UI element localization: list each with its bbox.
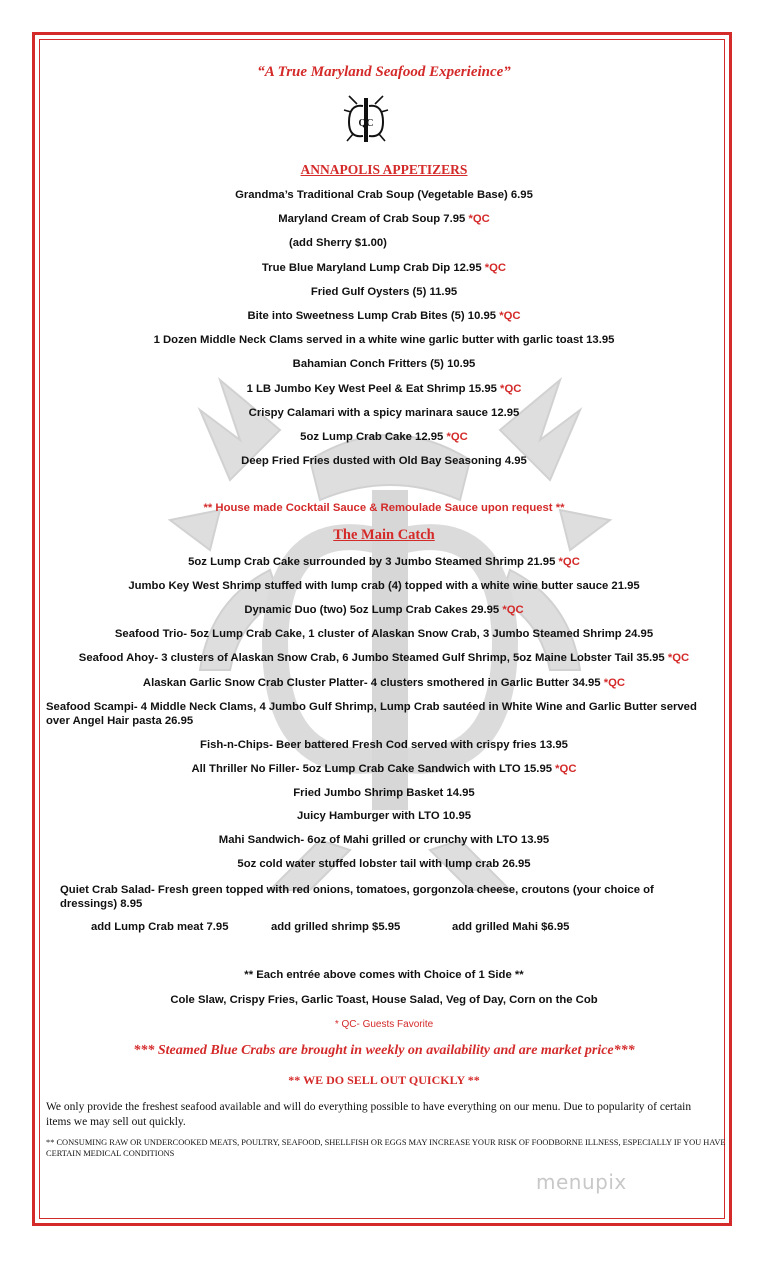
tagline: “A True Maryland Seafood Experieince” (257, 64, 511, 80)
appetizer-item-text: Grandma’s Traditional Crab Soup (Vegetable Base) 6.95 (235, 189, 533, 201)
appetizer-item-text: 1 LB Jumbo Key West Peel & Eat Shrimp 15.95 (246, 382, 501, 395)
logo-letters: QC (358, 118, 374, 129)
main-catch-heading: The Main Catch (333, 527, 435, 543)
qc-favorite-badge: *QC (499, 310, 521, 322)
main-catch-item (0, 556, 768, 568)
main-catch-item (0, 677, 768, 689)
appetizer-item (0, 310, 768, 322)
appetizer-item (0, 189, 768, 201)
appetizer-item (0, 213, 768, 225)
sauce-note: ** House made Cocktail Sauce & Remoulade Sauce upon request ** (203, 502, 565, 514)
appetizer-item (289, 237, 387, 249)
appetizer-item-text: True Blue Maryland Lump Crab Dip 12.95 (261, 261, 485, 274)
main-catch-item (0, 628, 768, 640)
main-catch-item-text: Fish-n-Chips- Beer battered Fresh Cod served with crispy fries 13.95 (200, 739, 568, 751)
appetizer-item-text: Fried Gulf Oysters (5) 11.95 (310, 285, 458, 298)
appetizer-item-text: Crispy Calamari with a spicy marinara sauce 12.95 (248, 406, 520, 419)
main-catch-item-text: 5oz cold water stuffed lobster tail with lump crab 26.95 (237, 858, 531, 870)
menupix-watermark: menupix (536, 1170, 627, 1194)
appetizer-item-text: Deep Fried Fries dusted with Old Bay Seasoning 4.95 (241, 455, 527, 468)
main-catch-item-text: Juicy Hamburger with LTO 10.95 (296, 810, 472, 823)
appetizer-item-text: 1 Dozen Middle Neck Clams served in a white wine garlic butter with garlic toast 13.95 (153, 334, 615, 347)
appetizer-item (0, 334, 768, 346)
health-warning: ** CONSUMING RAW OR UNDERCOOKED MEATS, POULTRY, SEAFOOD, SHELLFISH OR EGGS MAY INCREASE YOUR RISK OF FOODBORNE ILLNESS, ESPECIALLY IF YOU HAVE CERTAIN MEDICAL CONDITIONS (46, 1138, 726, 1158)
salad-item: Quiet Crab Salad- Fresh green topped with red onions, tomatoes, gorgonzola cheese, croutons (your choice of dressings) 8.95 (60, 884, 654, 910)
main-catch-item (0, 652, 768, 664)
appetizer-item (0, 407, 768, 419)
main-catch-item-text: Jumbo Key West Shrimp stuffed with lump crab (4) topped with a white wine butter sauce 21.95 (128, 580, 640, 593)
scampi-item: Seafood Scampi- 4 Middle Neck Clams, 4 Jumbo Gulf Shrimp, Lump Crab sautéed in White Wine and Garlic Butter served over Angel Hair pasta 26.95 (46, 701, 697, 727)
main-catch-item-text: Fried Jumbo Shrimp Basket 14.95 (293, 786, 475, 799)
addon-mahi: add grilled Mahi $6.95 (452, 921, 570, 933)
main-catch-item-text: Seafood Trio- 5oz Lump Crab Cake, 1 cluster of Alaskan Snow Crab, 3 Jumbo Steamed Shrimp 24.95 (114, 628, 654, 641)
main-catch-item (0, 763, 768, 775)
qc-favorite-badge: *QC (558, 556, 580, 568)
appetizer-item (0, 286, 768, 298)
main-catch-item (0, 834, 768, 846)
crab-logo-icon (343, 94, 389, 144)
main-catch-item-text: Alaskan Garlic Snow Crab Cluster Platter- 4 clusters smothered in Garlic Butter 34.95 (142, 676, 604, 689)
appetizers-heading: ANNAPOLIS APPETIZERS (300, 162, 468, 177)
sell-out-notice: ** WE DO SELL OUT QUICKLY ** (288, 1073, 480, 1087)
appetizer-item-text: Bite into Sweetness Lump Crab Bites (5) 10.95 (247, 310, 500, 322)
qc-favorite-badge: *QC (603, 676, 626, 689)
appetizer-item-text: (add Sherry $1.00) (289, 237, 387, 250)
blue-crabs-banner: *** Steamed Blue Crabs are brought in weekly on availability and are market price*** (133, 1043, 635, 1058)
sides-list: Cole Slaw, Crispy Fries, Garlic Toast, House Salad, Veg of Day, Corn on the Cob (170, 994, 598, 1006)
qc-favorite-badge: *QC (468, 213, 490, 226)
addon-crab: add Lump Crab meat 7.95 (91, 921, 229, 933)
qc-favorite-badge: *QC (446, 431, 468, 443)
qc-favorite-badge: *QC (502, 604, 524, 617)
main-catch-item-text: Dynamic Duo (two) 5oz Lump Crab Cakes 29.95 (244, 604, 503, 617)
main-catch-item-text: All Thriller No Filler- 5oz Lump Crab Cake Sandwich with LTO 15.95 (191, 762, 556, 775)
addon-shrimp: add grilled shrimp $5.95 (271, 921, 401, 933)
sides-note: ** Each entrée above comes with Choice of 1 Side ** (244, 969, 524, 981)
appetizer-item (0, 383, 768, 395)
appetizer-item-text: Maryland Cream of Crab Soup 7.95 (278, 213, 469, 226)
appetizer-item-text: Bahamian Conch Fritters (5) 10.95 (292, 358, 476, 371)
qc-favorite-badge: *QC (555, 762, 577, 775)
qc-legend: * QC- Guests Favorite (334, 1019, 434, 1030)
main-catch-item-text: Mahi Sandwich- 6oz of Mahi grilled or crunchy with LTO 13.95 (218, 834, 550, 847)
main-catch-item (0, 739, 768, 751)
qc-favorite-badge: *QC (500, 382, 522, 395)
qc-favorite-badge: *QC (484, 261, 507, 274)
appetizer-item (0, 455, 768, 467)
main-catch-item (0, 787, 768, 799)
qc-favorite-badge: *QC (667, 652, 690, 665)
main-catch-item (0, 580, 768, 592)
main-catch-item (0, 604, 768, 616)
main-catch-item (0, 858, 768, 870)
freshness-disclaimer: We only provide the freshest seafood available and will do everything possible to have everything on our menu. Due to popularity of certain items we may sell out quickly. (46, 1101, 692, 1128)
appetizer-item (0, 431, 768, 443)
appetizer-item-text: 5oz Lump Crab Cake 12.95 (300, 431, 447, 443)
appetizer-item (0, 358, 768, 370)
main-catch-item-text: Seafood Ahoy- 3 clusters of Alaskan Snow Crab, 6 Jumbo Steamed Gulf Shrimp, 5oz Maine Lobster Tail 35.95 (78, 652, 668, 665)
main-catch-item-text: 5oz Lump Crab Cake surrounded by 3 Jumbo Steamed Shrimp 21.95 (188, 556, 559, 568)
appetizer-item (0, 262, 768, 274)
main-catch-item (0, 810, 768, 822)
